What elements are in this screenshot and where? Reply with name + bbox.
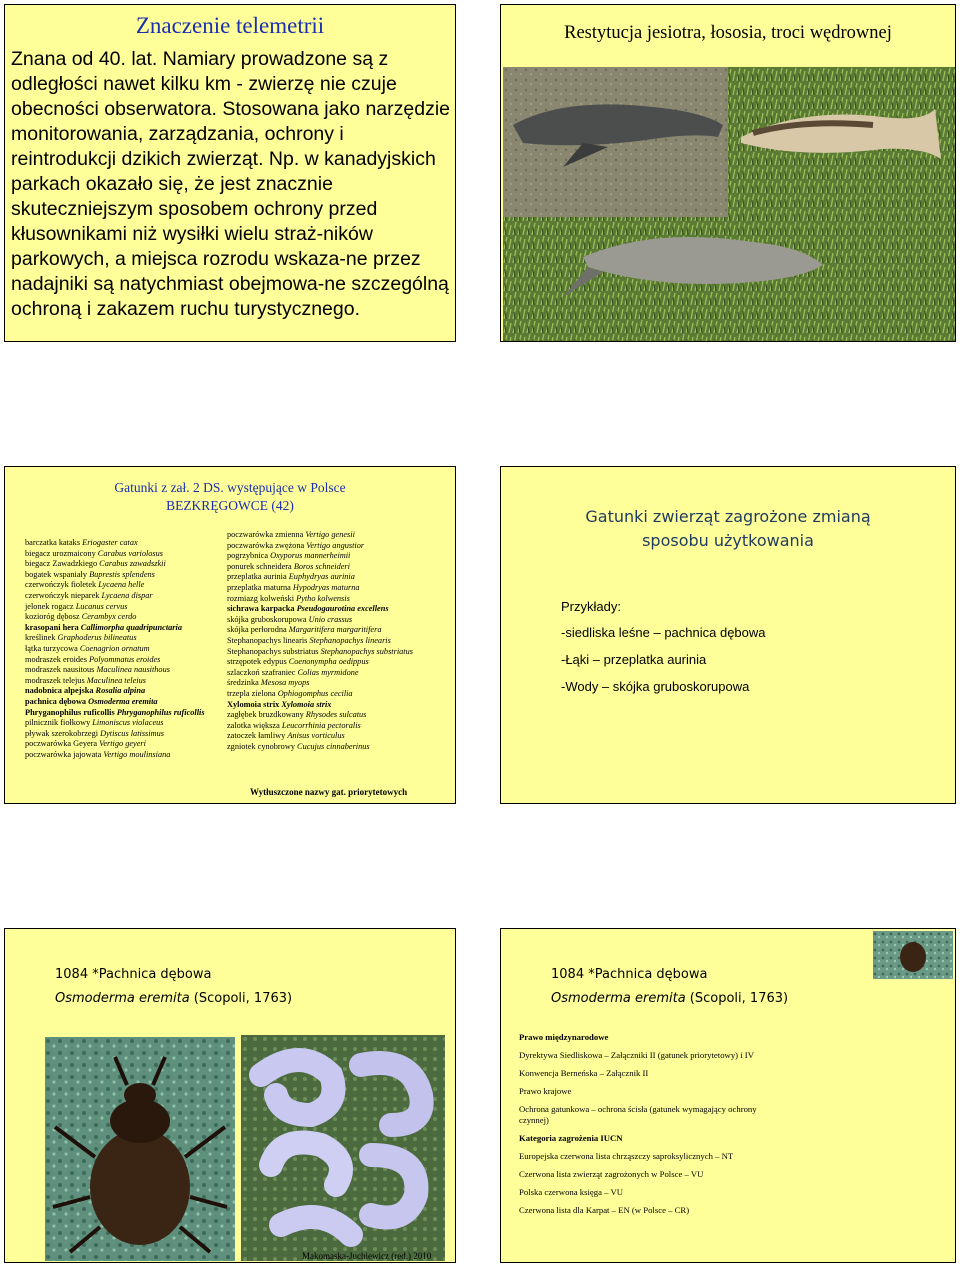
- example-water: -Wody – skójka gruboskorupowa: [561, 679, 750, 694]
- latin-name: Hypodryas maturna: [292, 582, 360, 592]
- latin-name: Unio crassus: [308, 614, 353, 624]
- common-name: poczwarówka zwężona: [227, 540, 307, 550]
- title-line-2: BEZKRĘGOWCE (42): [166, 498, 294, 513]
- common-name: rozmiazg kolweński: [227, 593, 297, 603]
- latin-name: Boros schneideri: [293, 561, 350, 571]
- legal-status-list: [519, 1032, 779, 1223]
- common-name: zalotka większa: [227, 720, 282, 730]
- slide-title: [501, 505, 955, 553]
- legal-item: Czerwona lista dla Karpat – EN (w Polsce – CR): [519, 1205, 690, 1215]
- latin-name: Pytho kolwensis: [296, 593, 350, 603]
- slide-osmoderma-legal: [500, 928, 956, 1263]
- latin-name: Mesosa myops: [260, 678, 310, 688]
- species-item: [25, 559, 241, 570]
- slide-osmoderma-photos: [4, 928, 456, 1263]
- species-item: [227, 689, 443, 700]
- species-item: [25, 623, 241, 634]
- fish-photos: [503, 67, 955, 342]
- latin-name: Maculinea nausithous: [96, 665, 170, 675]
- latin-name: Stephanopachys substriatus: [320, 646, 413, 656]
- common-name: czerwończyk nieparek: [25, 590, 102, 600]
- common-name: Xylomoia strix: [227, 699, 282, 709]
- species-list-left: [25, 538, 241, 760]
- legal-item: Europejska czerwona lista chrząszczy saproksylicznych – NT: [519, 1151, 734, 1161]
- species-item: [25, 549, 241, 560]
- legal-item: Ochrona gatunkowa – ochrona ścisła (gatunek wymagający ochrony czynnej): [519, 1104, 757, 1125]
- latin-name: Osmoderma eremita: [55, 991, 190, 1006]
- species-item: [25, 644, 241, 655]
- common-name: krasopani hera: [25, 622, 81, 632]
- species-item: [227, 700, 443, 711]
- species-item: [25, 708, 241, 719]
- latin-name: Osmoderma eremita: [551, 991, 686, 1006]
- common-name: kozioróg dębosz: [25, 612, 82, 622]
- species-item: [227, 710, 443, 721]
- common-name: przeplatka maturna: [227, 582, 293, 592]
- common-name: pływak szerokobrzegi: [25, 728, 101, 738]
- common-name: czerwończyk fioletek: [25, 580, 99, 590]
- title-line-1: Gatunki zwierząt zagrożone zmianą: [585, 507, 871, 526]
- common-name: poczwarówka jajowata: [25, 749, 104, 759]
- latin-name: Pseudogaurotina excellens: [296, 604, 389, 614]
- latin-name: Lycaena dispar: [101, 590, 153, 600]
- common-name: strzępotek edypus: [227, 657, 289, 667]
- common-name: biegacz urozmaicony: [25, 548, 98, 558]
- latin-name: Carabus variolosus: [97, 548, 164, 558]
- latin-name: Xylomoia strix: [281, 699, 332, 709]
- species-item: [25, 612, 241, 623]
- species-item: [227, 572, 443, 583]
- beetle-photo: [45, 1037, 235, 1261]
- latin-name: Callimorpha quadripunctaria: [80, 622, 182, 632]
- common-name: pilnicznik fiołkowy: [25, 718, 93, 728]
- common-name: sichrawa karpacka: [227, 604, 297, 614]
- footnote: Wytłuszczone nazwy gat. priorytetowych: [250, 787, 408, 797]
- common-name: przeplatka aurinia: [227, 572, 289, 582]
- species-item: [227, 583, 443, 594]
- examples-label: Przykłady:: [561, 599, 621, 614]
- common-name: jelonek rogacz: [25, 601, 76, 611]
- common-name: trzepla zielona: [227, 688, 278, 698]
- latin-name: Phryganophilus ruficollis: [116, 707, 205, 717]
- common-name: zgniotek cynobrowy: [227, 741, 298, 751]
- common-name: skójka perłorodna: [227, 625, 289, 635]
- common-name: zagłębek bruzdkowany: [227, 710, 306, 720]
- slide-title: Restytucja jesiotra, łososia, troci wędrownej: [564, 23, 892, 43]
- latin-name: Anisus vorticulus: [287, 731, 345, 741]
- species-code: 1084 *Pachnica dębowa: [551, 967, 708, 982]
- common-name: modraszek eroides: [25, 654, 90, 664]
- common-name: zatoczek łamliwy: [227, 731, 288, 741]
- common-name: bogatek wspaniały: [25, 569, 90, 579]
- latin-name: Margaritifera margaritifera: [288, 625, 382, 635]
- common-name: ponurek schneidera: [227, 561, 294, 571]
- latin-name: Cucujus cinnaberinus: [297, 741, 370, 751]
- slide-body-text: Znana od 40. lat. Namiary prowadzone są z odległości nawet kilku km - zwierzę nie czuje obecności obserwatora. Stosowana jako narzędzie monitorowania, zarządzania, ochrony i reintrodukcji dzikich zwierząt. Np. w kanadyjskich parkach okazało się, że jest znacznie skuteczniejszym sposobem ochrony przed kłusownikami niż wysiłki wielu straż-ników parkowych, a miejsca rozrodu wskaza-ne przez nadajniki są natychmiast obejmowa-ne szczególną ochroną i zakazem ruchu turystycznego.: [11, 48, 451, 320]
- species-item: [227, 625, 443, 636]
- species-latin: [551, 991, 788, 1006]
- latin-name: Osmoderma eremita: [88, 696, 158, 706]
- legal-item: Polska czerwona księga – VU: [519, 1187, 624, 1197]
- latin-name: Dytiscus latissimus: [100, 728, 164, 738]
- common-name: modraszek nausitous: [25, 665, 97, 675]
- species-item: [227, 678, 443, 689]
- species-item: [227, 731, 443, 742]
- slide-threatened-species: [500, 466, 956, 804]
- latin-name: Stephanopachys linearis: [309, 635, 391, 645]
- common-name: barczatka kataks: [25, 538, 83, 547]
- latin-name: Lycaena helle: [98, 580, 145, 590]
- species-item: [25, 655, 241, 666]
- latin-name: Vertigo angustior: [306, 540, 365, 550]
- legal-item: Konwencja Berneńska – Załącznik II: [519, 1068, 649, 1078]
- latin-name: Polyommatus eroides: [89, 654, 161, 664]
- beetle-thumbnail: [873, 931, 953, 979]
- latin-name: Carabus zawadszkii: [99, 559, 166, 569]
- common-name: łątka turzycowa: [25, 643, 80, 653]
- slide-title: Znaczenie telemetrii: [135, 13, 325, 38]
- species-item: [25, 665, 241, 676]
- common-name: modraszek telejus: [25, 675, 87, 685]
- species-item: [227, 551, 443, 562]
- latin-name: Vertigo genesii: [305, 530, 355, 539]
- species-item: [227, 647, 443, 658]
- title-line-1: Gatunki z zał. 2 DS. występujące w Polsce: [114, 480, 346, 495]
- common-name: nadobnica alpejska: [25, 686, 96, 696]
- common-name: szlaczkoń szafraniec: [227, 667, 298, 677]
- species-item: [227, 742, 443, 753]
- species-item: [227, 562, 443, 573]
- common-name: pogrzybnica: [227, 551, 271, 561]
- common-name: skójka gruboskorupowa: [227, 614, 309, 624]
- species-item: [227, 636, 443, 647]
- species-item: [227, 604, 443, 615]
- legal-item: Kategoria zagrożenia IUCN: [519, 1133, 623, 1143]
- latin-name: Euphydryas aurinia: [288, 572, 355, 582]
- latin-name: Leucorrhinia pectoralis: [281, 720, 361, 730]
- legal-item: Prawo krajowe: [519, 1086, 572, 1096]
- species-code: 1084 *Pachnica dębowa: [55, 967, 212, 982]
- latin-name: Rhysodes sulcatus: [305, 710, 367, 720]
- common-name: Phryganophilus ruficollis: [25, 707, 117, 717]
- species-item: [25, 718, 241, 729]
- legal-item: Prawo międzynarodowe: [519, 1032, 609, 1042]
- latin-name: Limoniscus violaceus: [92, 718, 164, 728]
- species-item: [25, 602, 241, 613]
- common-name: poczwarówka zmienna: [227, 530, 306, 539]
- species-item: [25, 580, 241, 591]
- species-list-right: [227, 530, 443, 752]
- slide-title: [5, 479, 455, 515]
- species-item: [25, 729, 241, 740]
- latin-name: Oxyporus mannerheimii: [270, 551, 351, 561]
- species-item: [25, 633, 241, 644]
- slide-restitution: [500, 4, 956, 342]
- title-line-2: sposobu użytkowania: [642, 531, 814, 550]
- author: (Scopoli, 1763): [189, 991, 293, 1006]
- latin-name: Cerambyx cerdo: [81, 612, 137, 622]
- latin-name: Vertigo moulinsiana: [103, 749, 171, 759]
- latin-name: Ophiogomphus cecilia: [277, 688, 353, 698]
- latin-name: Rosalia alpina: [95, 686, 146, 696]
- example-meadow: -Łąki – przeplatka aurinia: [561, 652, 707, 667]
- larvae-photo: [241, 1035, 445, 1261]
- legal-item: Czerwona lista zwierząt zagrożonych w Polsce – VU: [519, 1169, 704, 1179]
- photo-credit: Makomaska-Juchiewicz (red.) 2010: [302, 1251, 432, 1261]
- legal-item: Dyrektywa Siedliskowa – Załączniki II (gatunek priorytetowy) i IV: [519, 1050, 754, 1060]
- species-item: [25, 676, 241, 687]
- species-item: [227, 668, 443, 679]
- species-item: [227, 541, 443, 552]
- species-item: [227, 594, 443, 605]
- common-name: średzinka: [227, 678, 261, 688]
- common-name: poczwarówka Geyera: [25, 739, 100, 749]
- species-item: [227, 530, 443, 541]
- latin-name: Maculinea teleius: [86, 675, 146, 685]
- species-item: [25, 750, 241, 761]
- latin-name: Buprestis splendens: [89, 569, 155, 579]
- slide-telemetry: [4, 4, 456, 342]
- species-item: [227, 721, 443, 732]
- species-item: [25, 591, 241, 602]
- species-latin: [55, 991, 292, 1006]
- latin-name: Eriogaster catax: [82, 538, 138, 547]
- species-item: [25, 739, 241, 750]
- latin-name: Coenagrion ornatum: [79, 643, 150, 653]
- species-item: [25, 570, 241, 581]
- latin-name: Vertigo geyeri: [99, 739, 146, 749]
- latin-name: Lucanus cervus: [75, 601, 128, 611]
- latin-name: Colias myrmidone: [297, 667, 359, 677]
- common-name: pachnica dębowa: [25, 696, 89, 706]
- common-name: biegacz Zawadzkiego: [25, 559, 100, 569]
- species-item: [25, 697, 241, 708]
- latin-name: Coenonympha oedippus: [288, 657, 369, 667]
- common-name: kreślinek: [25, 633, 58, 643]
- species-item: [25, 686, 241, 697]
- slide-invertebrates: [4, 466, 456, 804]
- example-forest: -siedliska leśne – pachnica dębowa: [561, 625, 766, 640]
- common-name: Stephanopachys substriatus: [227, 646, 321, 656]
- common-name: Stephanopachys linearis: [227, 635, 310, 645]
- author: (Scopoli, 1763): [685, 991, 789, 1006]
- species-item: [227, 615, 443, 626]
- species-item: [227, 657, 443, 668]
- species-item: [25, 538, 241, 549]
- latin-name: Graphoderus bilineatus: [57, 633, 137, 643]
